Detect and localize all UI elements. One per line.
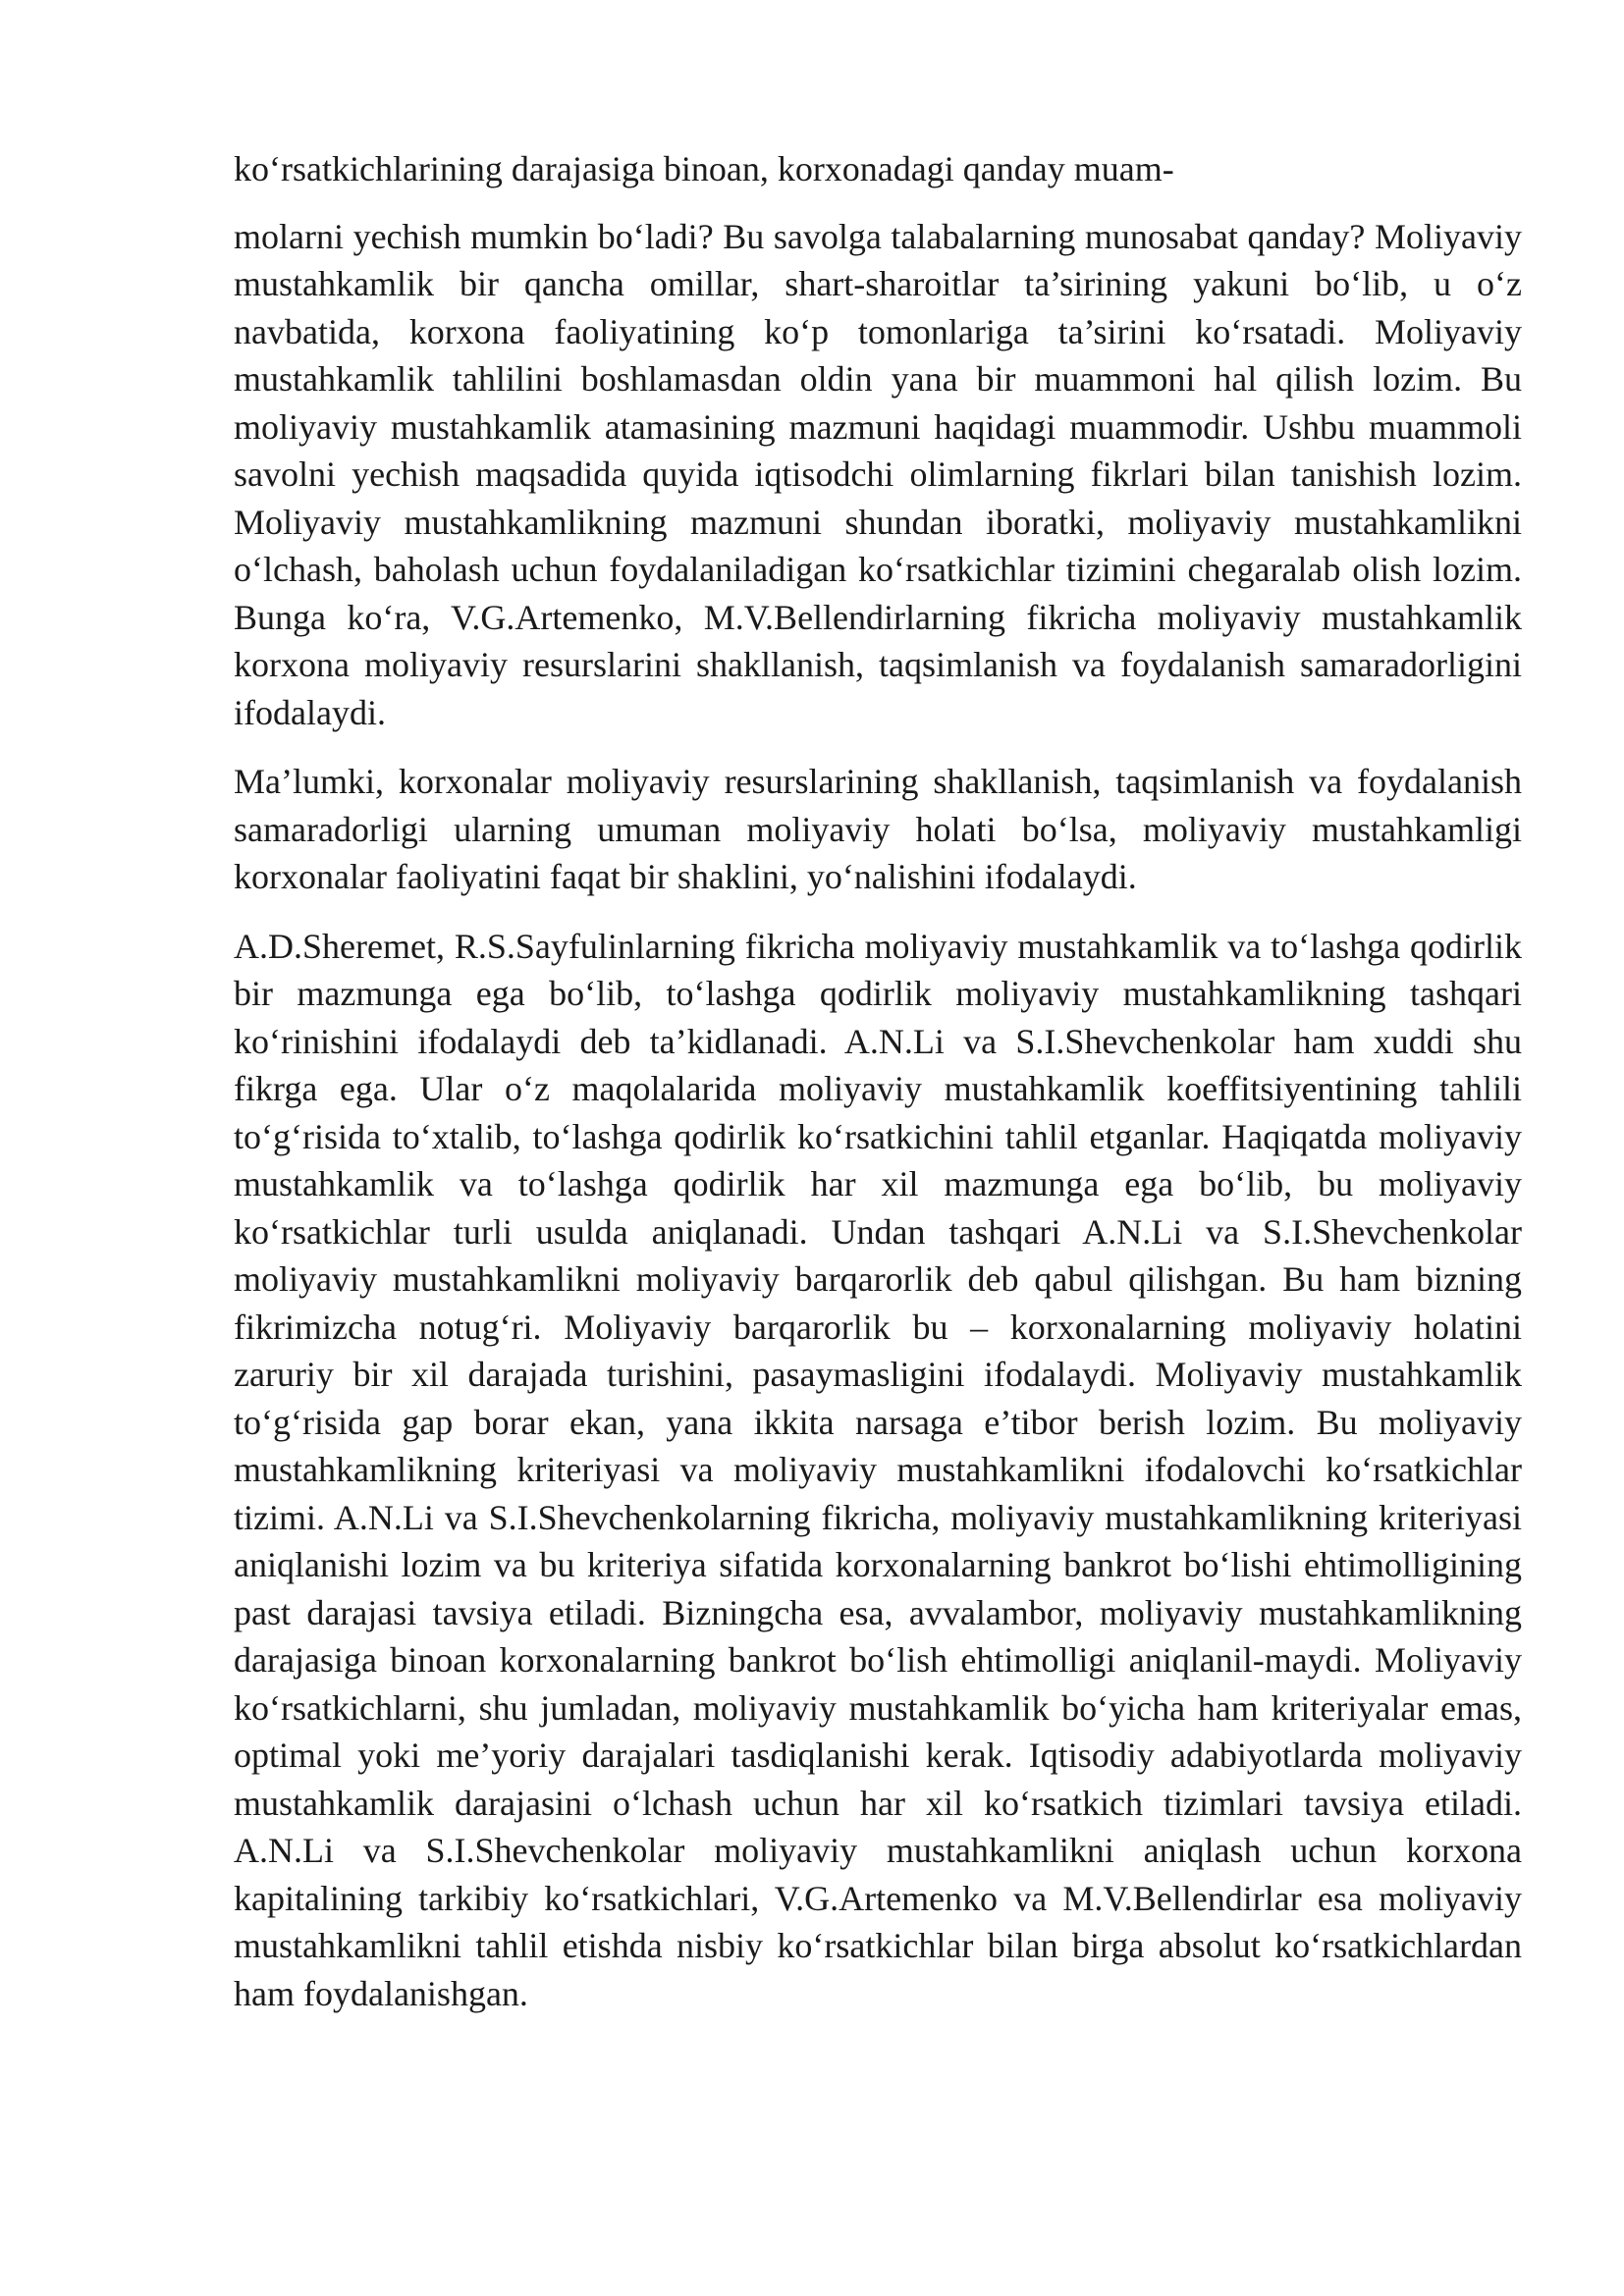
text-column — [234, 145, 1522, 2039]
paragraph-2: Ma’lumki, korxonalar moliyaviy resurslarining shakllanish, taqsimlanish va foydalanish samaradorligi ularning umuman moliyaviy holati bo‘lsa, moliyaviy mustahkamligi korxonalar faoliyatini faqat bir shaklini, yo‘nalishini ifodalaydi. — [234, 762, 1522, 896]
paragraph-3: A.D.Sheremet, R.S.Sayfulinlarning fikricha moliyaviy mustahkamlik va to‘lashga qodirlik bir mazmunga ega bo‘lib, to‘lashga qodirlik moliyaviy mustahkamlikning tashqari ko‘rinishini ifodalaydi deb ta’kidlanadi. A.N.Li va S.I.Shevchenkolar ham xuddi shu fikrga ega. Ular o‘z maqolalarida moliyaviy mustahkamlik koeffitsiyentining tahlili to‘g‘risida to‘xtalib, to‘lashga qodirlik ko‘rsatkichini tahlil etganlar. Haqiqatda moliyaviy mustahkamlik va to‘lashga qodirlik har xil mazmunga ega bo‘lib, bu moliyaviy ko‘rsatkichlar turli usulda aniqlanadi. Undan tashqari A.N.Li va S.I.Shevchenkolar moliyaviy mustahkamlikni moliyaviy barqarorlik deb qabul qilishgan. Bu ham bizning fikrimizcha notug‘ri. Moliyaviy barqarorlik bu – korxonalarning moliyaviy holatini zaruriy bir xil darajada turishini, pasaymasligini ifodalaydi. Moliyaviy mustahkamlik to‘g‘risida gap borar ekan, yana ikkita narsaga e’tibor berish lozim. Bu moliyaviy mustahkamlikning kriteriyasi va moliyaviy mustahkamlikni ifodalovchi ko‘rsatkichlar tizimi. A.N.Li va S.I.Shevchenkolarning fikricha, moliyaviy mustahkamlikning kriteriyasi aniqlanishi lozim va bu kriteriya sifatida korxonalarning bankrot bo‘lishi ehtimolligining past darajasi tavsiya etiladi. Bizningcha esa, avvalambor, moliyaviy mustahkamlikning darajasiga binoan korxonalarning bankrot bo‘lish ehtimolligi aniqlanil-maydi. Moliyaviy ko‘rsatkichlarni, shu jumladan, moliyaviy mustahkamlik bo‘yicha ham kriteriyalar emas, optimal yoki me’yoriy darajalari tasdiqlanishi kerak. Iqtisodiy adabiyotlarda moliyaviy mustahkamlik darajasini o‘lchash uchun har xil ko‘rsatkich tizimlari tavsiya etiladi. A.N.Li va S.I.Shevchenkolar moliyaviy mustahkamlikni aniqlash uchun korxona kapitalining tarkibiy ko‘rsatkichlari, V.G.Artemenko va M.V.Bellendirlar esa moliyaviy mustahkamlikni tahlil etishda nisbiy ko‘rsatkichlar bilan birga absolut ko‘rsatkichlardan ham foydalanishgan. — [234, 926, 1522, 2013]
paragraph-1: molarni yechish mumkin bo‘ladi? Bu savolga talabalarning munosabat qanday? Moliyaviy mustahkamlik bir qancha omillar, shart-sharoitlar ta’sirining yakuni bo‘lib, u o‘z navbatida, korxona faoliyatining ko‘p tomonlariga ta’sirini ko‘rsatadi. Moliyaviy mustahkamlik tahlilini boshlamasdan oldin yana bir muammoni hal qilish lozim. Bu moliyaviy mustahkamlik atamasining mazmuni haqidagi muammodir. Ushbu muammoli savolni yechish maqsadida quyida iqtisodchi olimlarning fikrlari bilan tanishish lozim. Moliyaviy mustahkamlikning mazmuni shundan iboratki, moliyaviy mustahkamlikni o‘lchash, baholash uchun foydalaniladigan ko‘rsatkichlar tizimini chegaralab olish lozim. Bunga ko‘ra, V.G.Artemenko, M.V.Bellendirlarning fikricha moliyaviy mustahkamlik korxona moliyaviy resurslarini shakllanish, taqsimlanish va foydalanish samaradorligini ifodalaydi. — [234, 216, 1522, 732]
continuation-line: ko‘rsatkichlarining darajasiga binoan, korxonadagi qanday muam- — [234, 149, 1174, 188]
